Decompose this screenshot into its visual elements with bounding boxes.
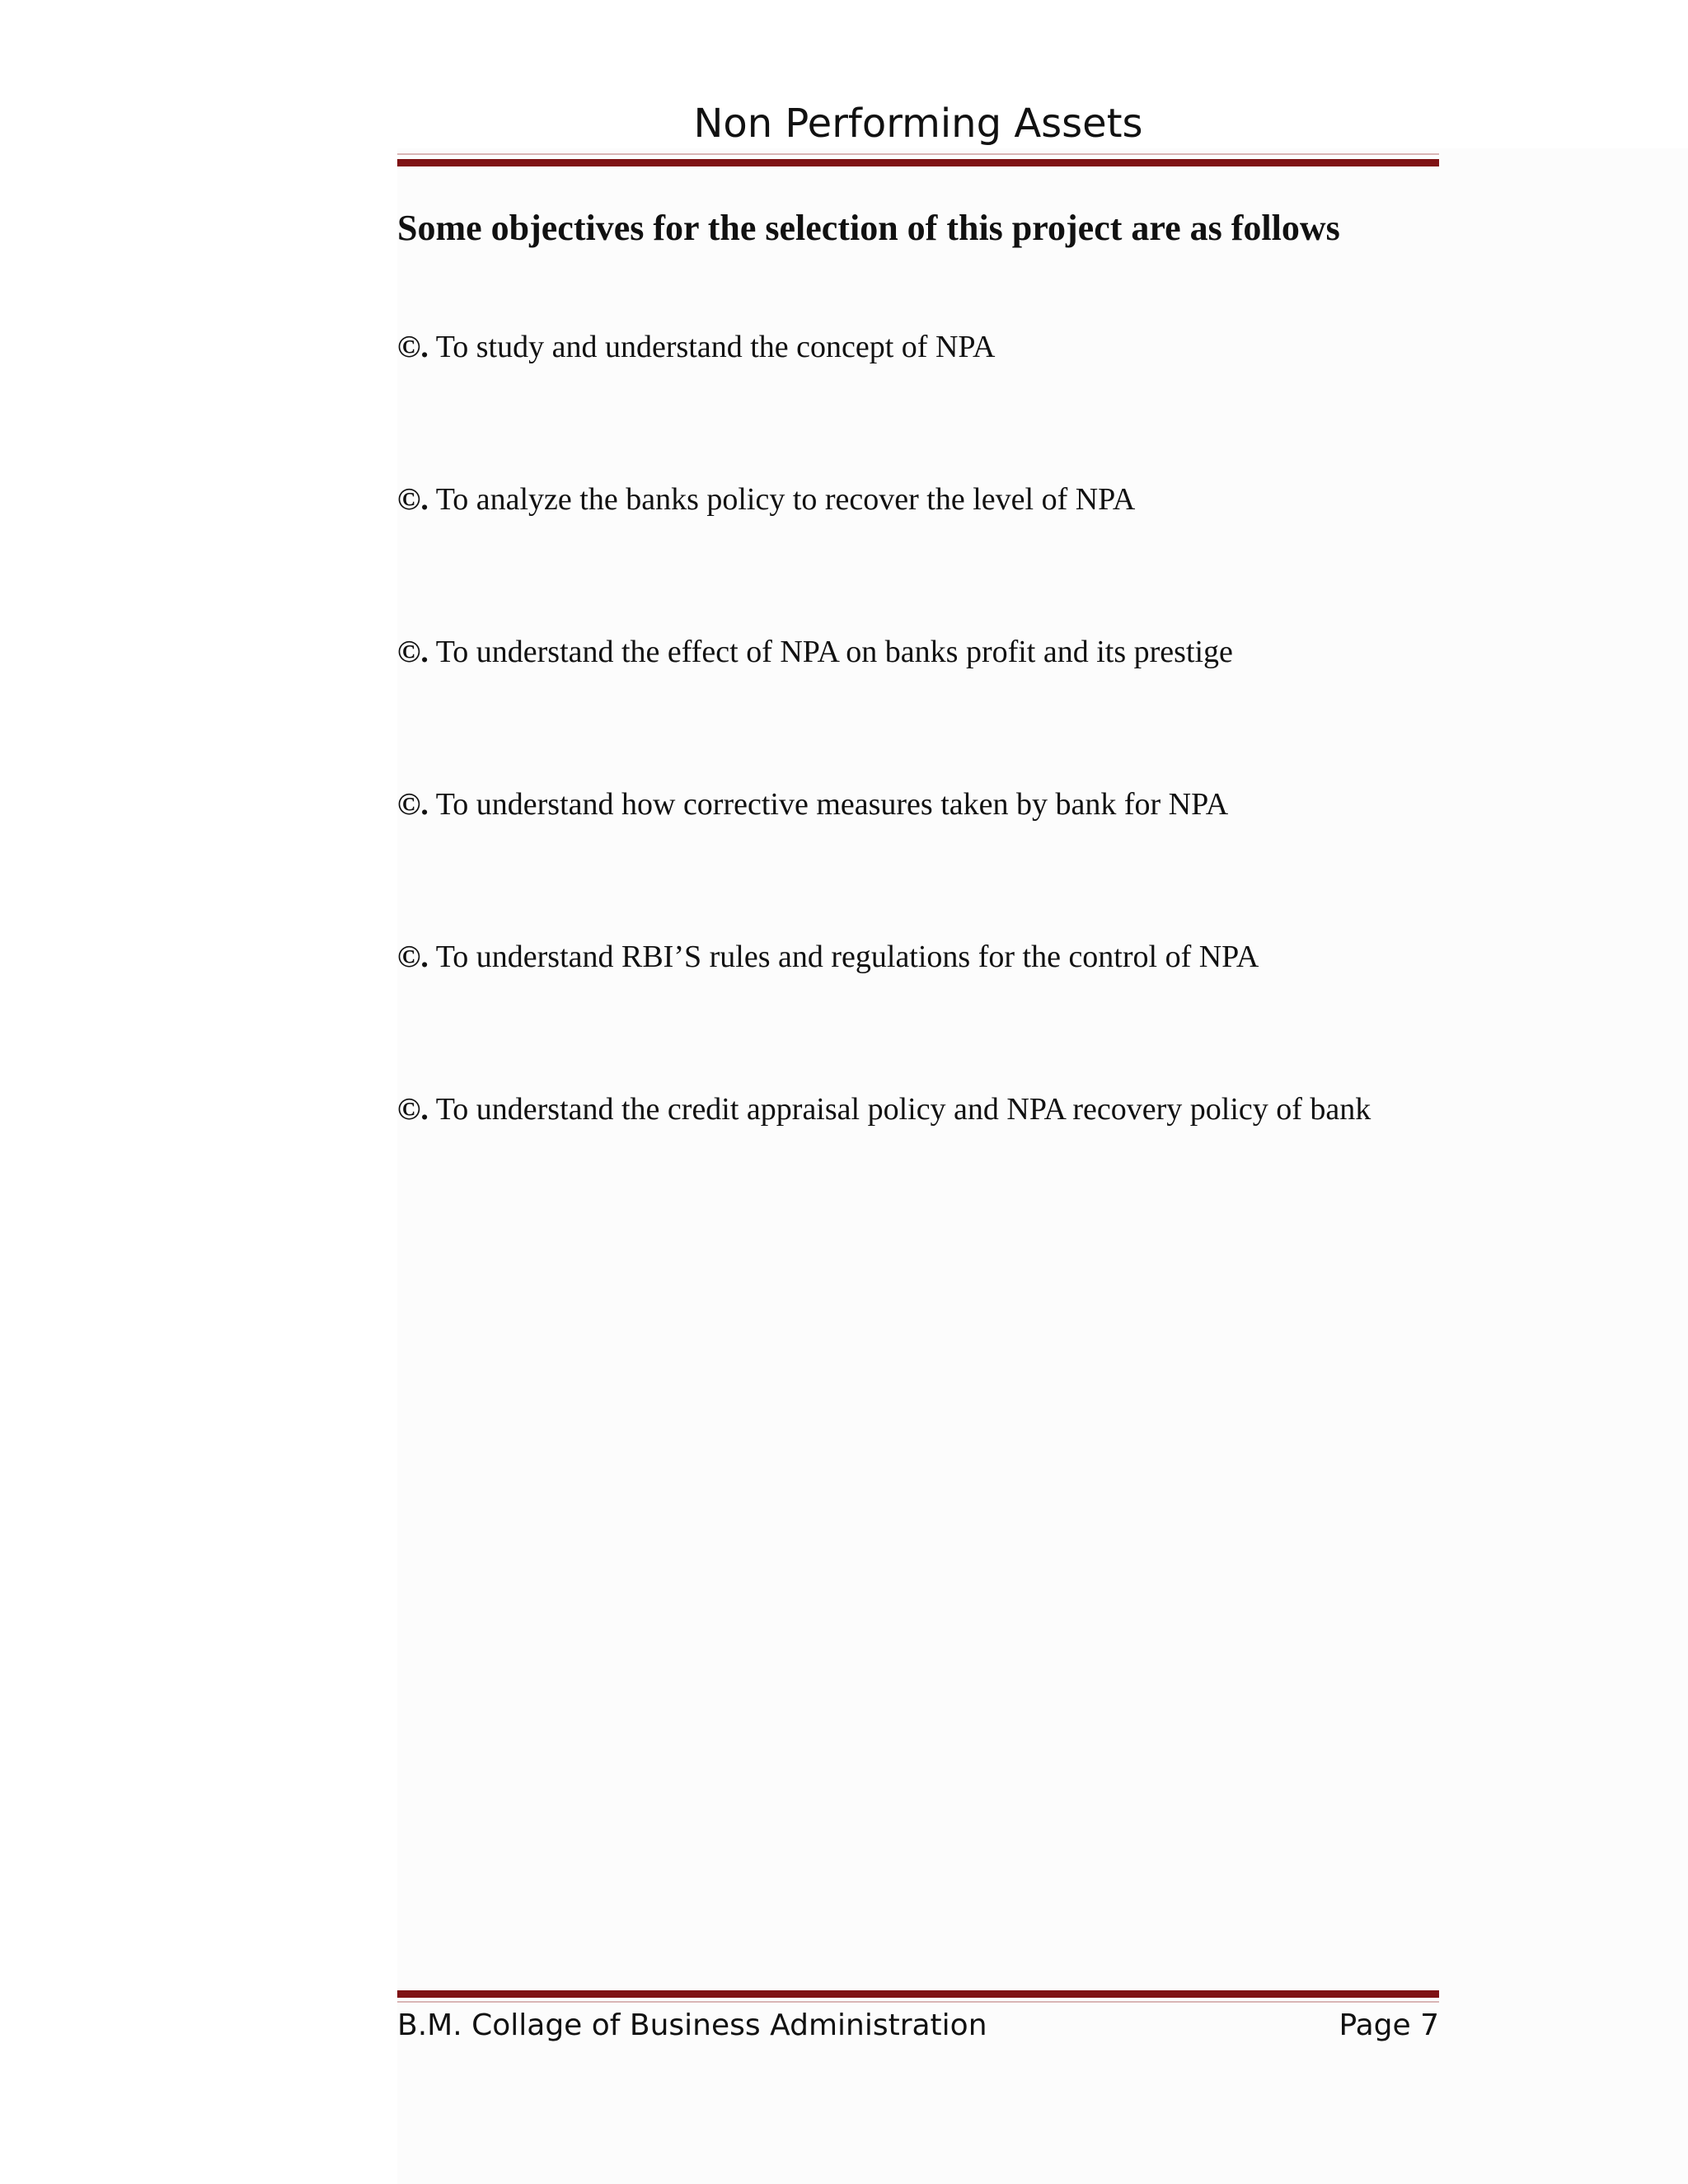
footer-institution: B.M. Collage of Business Administration bbox=[397, 2008, 987, 2042]
bullet-symbol: ©. bbox=[397, 940, 429, 974]
objective-text: To study and understand the concept of NPA bbox=[428, 330, 996, 364]
objective-text: To understand how corrective measures taken by bank for NPA bbox=[428, 787, 1229, 822]
objective-item bbox=[397, 1089, 1371, 1130]
page-header-title: Non Performing Assets bbox=[693, 101, 1143, 147]
header-rule-thick bbox=[397, 159, 1439, 166]
objective-text: To understand RBI’S rules and regulations for the control of NPA bbox=[428, 940, 1259, 974]
objective-text: To understand the credit appraisal policy and NPA recovery policy of bank bbox=[428, 1092, 1372, 1127]
bullet-symbol: ©. bbox=[397, 482, 429, 517]
bullet-symbol: ©. bbox=[397, 635, 429, 669]
bullet-symbol: ©. bbox=[397, 787, 429, 822]
footer-rule-thin bbox=[397, 2001, 1439, 2003]
objective-item bbox=[397, 326, 995, 368]
header-rule-thin bbox=[397, 153, 1439, 155]
objective-item bbox=[397, 479, 1135, 520]
objective-item bbox=[397, 784, 1228, 825]
objective-text: To analyze the banks policy to recover the level of NPA bbox=[428, 482, 1136, 517]
page-background bbox=[397, 148, 1688, 2184]
objective-item bbox=[397, 631, 1233, 673]
objective-item bbox=[397, 936, 1259, 977]
objective-text: To understand the effect of NPA on banks profit and its prestige bbox=[428, 635, 1233, 669]
footer-page-number: Page 7 bbox=[1339, 2008, 1439, 2042]
section-heading: Some objectives for the selection of this project are as follows bbox=[397, 208, 1340, 248]
bullet-symbol: ©. bbox=[397, 1092, 429, 1127]
bullet-symbol: ©. bbox=[397, 330, 429, 364]
footer-rule-thick bbox=[397, 1990, 1439, 1998]
